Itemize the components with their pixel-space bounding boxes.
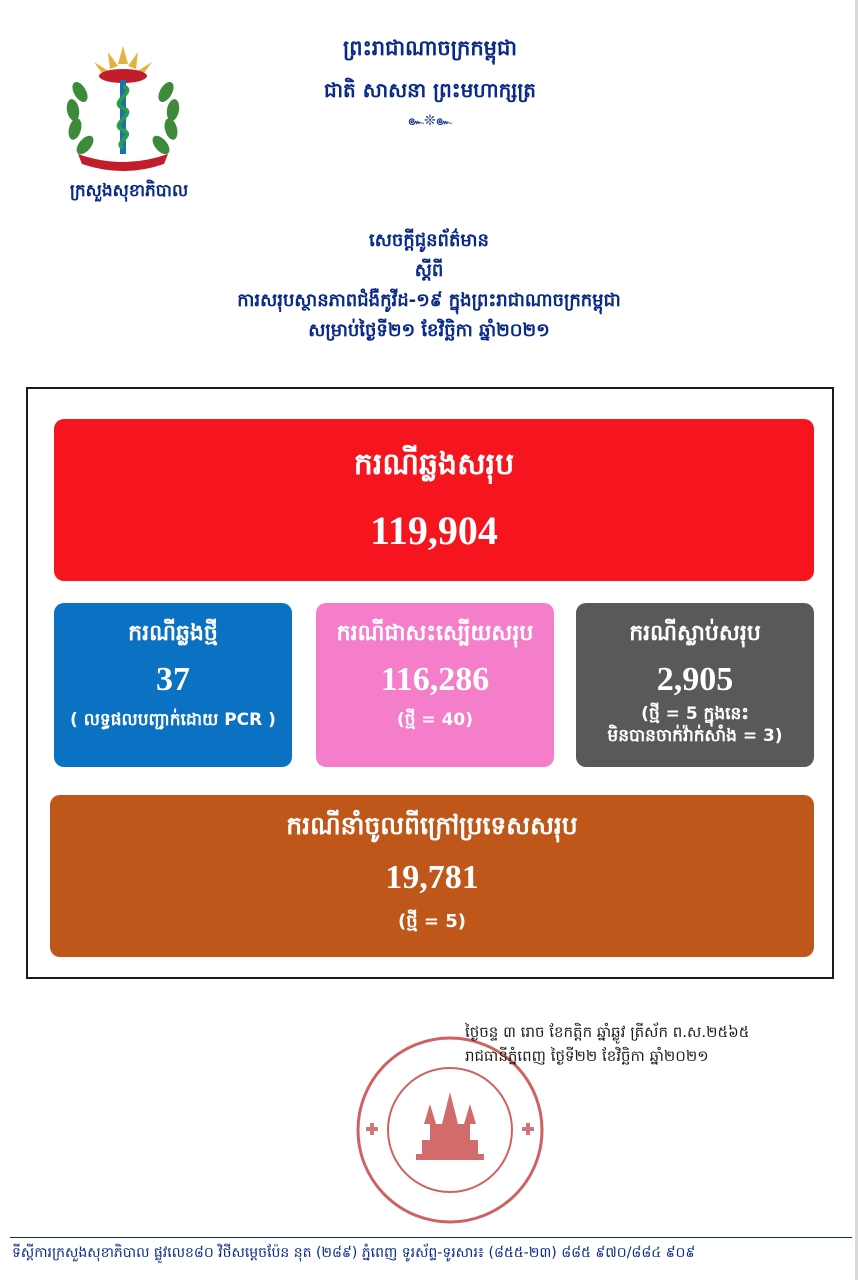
heading-line-1: សេចក្តីជូនព័ត៌មាន — [369, 230, 489, 251]
national-motto: ជាតិ សាសនា ព្រះមហាក្សត្រ — [324, 78, 536, 102]
new-cases-card — [54, 603, 292, 767]
imported-cases-note: (ថ្មី = 5) — [397, 911, 467, 932]
imported-cases-value: 19,781 — [385, 859, 479, 896]
ministry-name: ក្រសួងសុខាភិបាល — [69, 181, 189, 201]
deaths-note — [576, 703, 814, 747]
deaths-card — [576, 603, 814, 767]
date-block — [465, 1020, 825, 1068]
total-cases-label: ករណីឆ្លងសរុប — [353, 447, 515, 482]
heading-line-4: សម្រាប់ថ្ងៃទី២១ ខែវិច្ឆិកា ឆ្នាំ២០២១ — [308, 320, 550, 341]
new-cases-value: 37 — [156, 661, 190, 698]
imported-cases-card — [50, 795, 814, 957]
deaths-label: ករណីស្លាប់សរុប — [629, 621, 761, 646]
statistics-panel — [26, 387, 834, 979]
ministry-logo — [58, 42, 188, 172]
announcement-heading — [160, 226, 698, 346]
kingdom-name: ព្រះរាជាណាចក្រកម្ពុជា — [342, 36, 517, 60]
recovered-card — [316, 603, 554, 767]
recovered-value: 116,286 — [380, 661, 490, 698]
kingdom-header — [300, 30, 560, 132]
deaths-note-line-1: (ថ្មី = 5 ក្នុងនេះ — [641, 704, 749, 724]
deaths-value: 2,905 — [656, 661, 734, 698]
new-cases-label: ករណីឆ្លងថ្មី — [128, 621, 218, 646]
deaths-note-line-2: មិនបានចាក់វ៉ាក់សាំង = 3) — [607, 726, 783, 746]
new-cases-note: ( លទ្ធផលបញ្ជាក់ដោយ PCR ) — [70, 710, 276, 730]
recovered-note: (ថ្មី = 40) — [396, 710, 474, 730]
heading-line-2: ស្តីពី — [414, 260, 444, 281]
footer-divider — [10, 1237, 852, 1238]
lunar-date: ថ្ងៃចន្ទ ៣ រោច ខែកត្តិក ឆ្នាំឆ្លូវ ត្រីស័ក ព.ស.២៥៦៥ — [465, 1023, 750, 1041]
recovered-label: ករណីជាសះស្បើយសរុប — [336, 621, 534, 646]
solar-date: រាជធានីភ្នំពេញ ថ្ងៃទី២២ ខែវិច្ឆិកា ឆ្នាំ២០២១ — [465, 1047, 709, 1065]
ornament-divider: ๛❊๛ — [407, 113, 453, 129]
heading-line-3: ការសរុបស្ថានភាពជំងឺកូវីដ-១៩ ក្នុងព្រះរាជាណាចក្រកម្ពុជា — [237, 290, 621, 311]
imported-cases-label: ករណីនាំចូលពីក្រៅប្រទេសសរុប — [286, 811, 578, 840]
footer-address: ទីស្តីការក្រសួងសុខាភិបាល ផ្លូវលេខ៨០ វិថីសម្តេចប៉ែន នុត (២៨៩) ភ្នំពេញ ទូរស័ព្ទ-ទូរសារ៖ (៨៥៥-២៣) ៨៨៥ ៩៧០/៨៨៤ ៩០៩ — [12, 1245, 696, 1261]
total-cases-value: 119,904 — [370, 508, 498, 553]
total-cases-card — [54, 419, 814, 581]
